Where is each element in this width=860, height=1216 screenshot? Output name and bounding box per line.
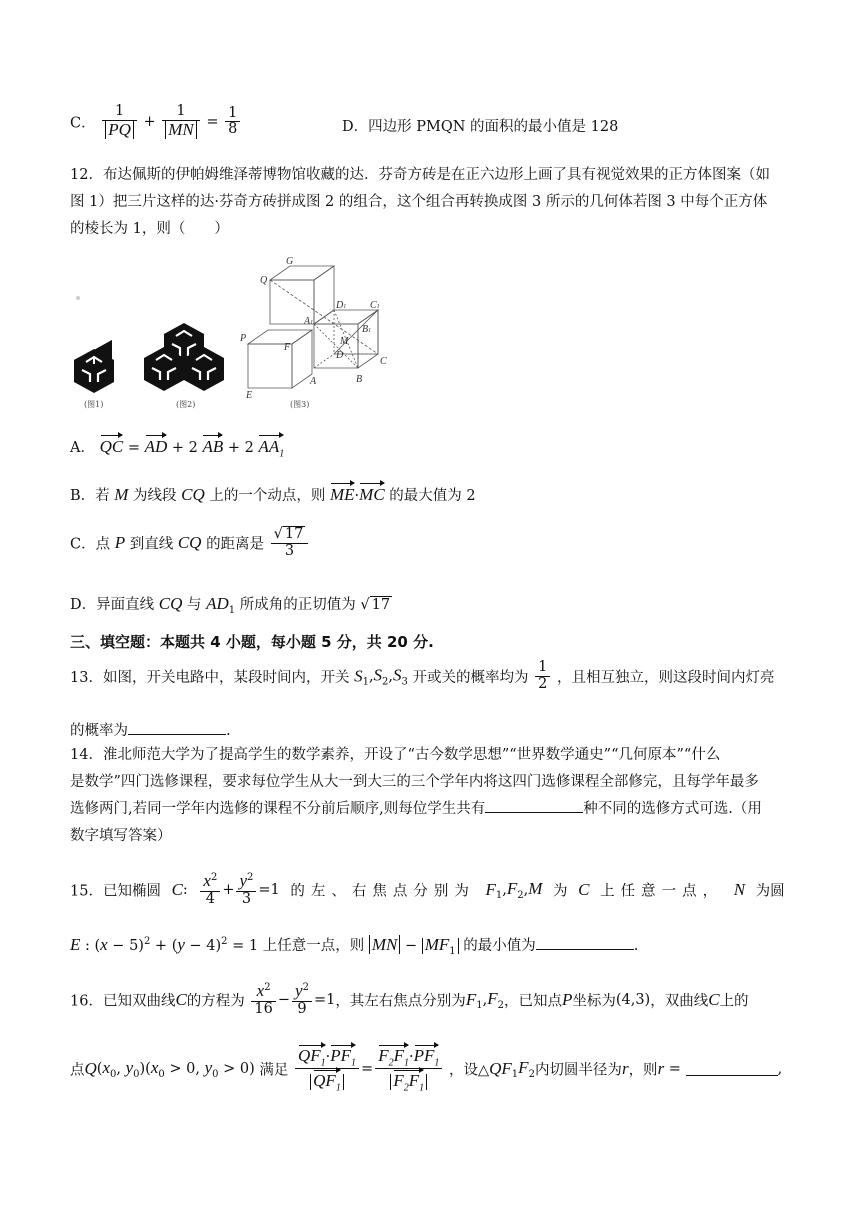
- q12-figure: [64, 252, 404, 412]
- svg-text:P: P: [240, 333, 247, 344]
- q12-option-c: C．点 P 到直线 CQ 的距离是 $\frac{√ 17}{3}$: [70, 526, 310, 560]
- q13-line-1: 13．如图，开关电路中，某段时间内，开关 $S_1,S_2,S_3$ 开或关的概率均为 $\frac{1}{2}$ ，且相互独立，则这段时间内灯亮: [70, 659, 775, 692]
- svg-text:(图2): (图2): [176, 400, 196, 409]
- svg-text:C: C: [380, 356, 387, 367]
- svg-text:B: B: [356, 374, 363, 385]
- q12-stem-2: 图 1）把三片这样的达·芬奇方砖拼成图 2 的组合，这个组合再转换成图 3 所示的几何体若图 3 中每个正方体: [70, 194, 768, 210]
- q11-option-c: C． $\frac{1}{PQ}$ + $\frac{1}{MN}$ = $\frac{1}{8}$: [70, 104, 242, 140]
- section-3-heading: 三、填空题：本题共 4 小题，每小题 5 分，共 20 分.: [70, 633, 434, 651]
- fig3-cubes: [248, 266, 378, 388]
- svg-text:D1: D1: [336, 300, 347, 311]
- q16-line-2: 点$Q(x_0$, $y_0)(x_0 > 0$, $y_0 > 0$) 满足 $\frac{QF_1\cdot PF_1}{QF_1}$ = $\frac{F_2F_1\cdot PF_1}{F_2F_1}$ ，设$\triangle QF_1F_2$内切圆半径为r，则r = ,: [70, 1046, 783, 1094]
- q15-line-2: E : $(x - 5)^2 + (y - 4)^2 = 1$ 上任意一点，则 MN − $MF_1$ 的最小值为 .: [70, 935, 639, 957]
- q12-stem-1: 12．布达佩斯的伊帕姆维泽蒂博物馆收藏的达．芬奇方砖是在正六边形上画了具有视觉效果的正方体图案（如: [70, 167, 770, 183]
- fig1-tile: [74, 340, 114, 393]
- q14-line-2: 是数学”四门选修课程，要求每位学生从大一到大三的三个学年内将这四门选修课程全部修完，且每学年最多: [70, 774, 759, 790]
- q15-line-1: 15．已知椭圆 C: $\frac{x^2}{4}$ + $\frac{y^2}{3}$ =1 的左、右焦点分别为 $F_1,F_2,M$ 为 C 上任意一点， N 为圆: [70, 871, 785, 907]
- svg-text:B1: B1: [362, 324, 372, 335]
- svg-text:G: G: [286, 256, 294, 267]
- fig2-tiles: [144, 323, 224, 391]
- q12-option-b: B．若 M 为线段 CQ 上的一个动点，则 ME·MC 的最大值为 2: [70, 482, 476, 505]
- svg-text:C1: C1: [370, 300, 380, 311]
- svg-text:F: F: [284, 342, 291, 353]
- q13-line-2: 的概率为 .: [70, 720, 231, 742]
- q12-option-d: D．异面直线 CQ 与 $AD_1$ 所成角的正切值为 √ 17: [70, 594, 391, 616]
- svg-text:A1: A1: [304, 316, 314, 327]
- svg-text:M: M: [340, 336, 349, 347]
- q16-line-1: 16．已知双曲线C的方程为 $\frac{x^2}{16}$ − $\frac{y^2}{9}$ =1，其左右焦点分别为$F_1,F_2$，已知点P坐标为(4,3)，双曲线C上的: [70, 981, 749, 1017]
- q14-line-1: 14．淮北师范大学为了提高学生的数学素养，开设了“古今数学思想”“世界数学通史”“几何原本”“什么: [70, 747, 721, 763]
- svg-text:Q: Q: [260, 275, 268, 286]
- q11-option-d: D．四边形 PMQN 的面积的最小值是 128: [342, 119, 619, 135]
- svg-text:(图1): (图1): [84, 400, 104, 409]
- q12-stem-3: 的棱长为 1，则（ ）: [70, 221, 229, 237]
- q12-option-a: A． QC = AD + 2 AB + 2 $AA_1$: [70, 434, 284, 459]
- q14-line-3: 选修两门,若同一学年内选修的课程不分前后顺序,则每位学生共有 种不同的选修方式可选.（用: [70, 798, 762, 820]
- svg-text:A: A: [310, 376, 317, 387]
- svg-text:D: D: [336, 350, 344, 361]
- svg-text:E: E: [246, 390, 253, 401]
- q14-line-4: 数字填写答案）: [70, 828, 172, 844]
- svg-text:(图3): (图3): [290, 400, 310, 409]
